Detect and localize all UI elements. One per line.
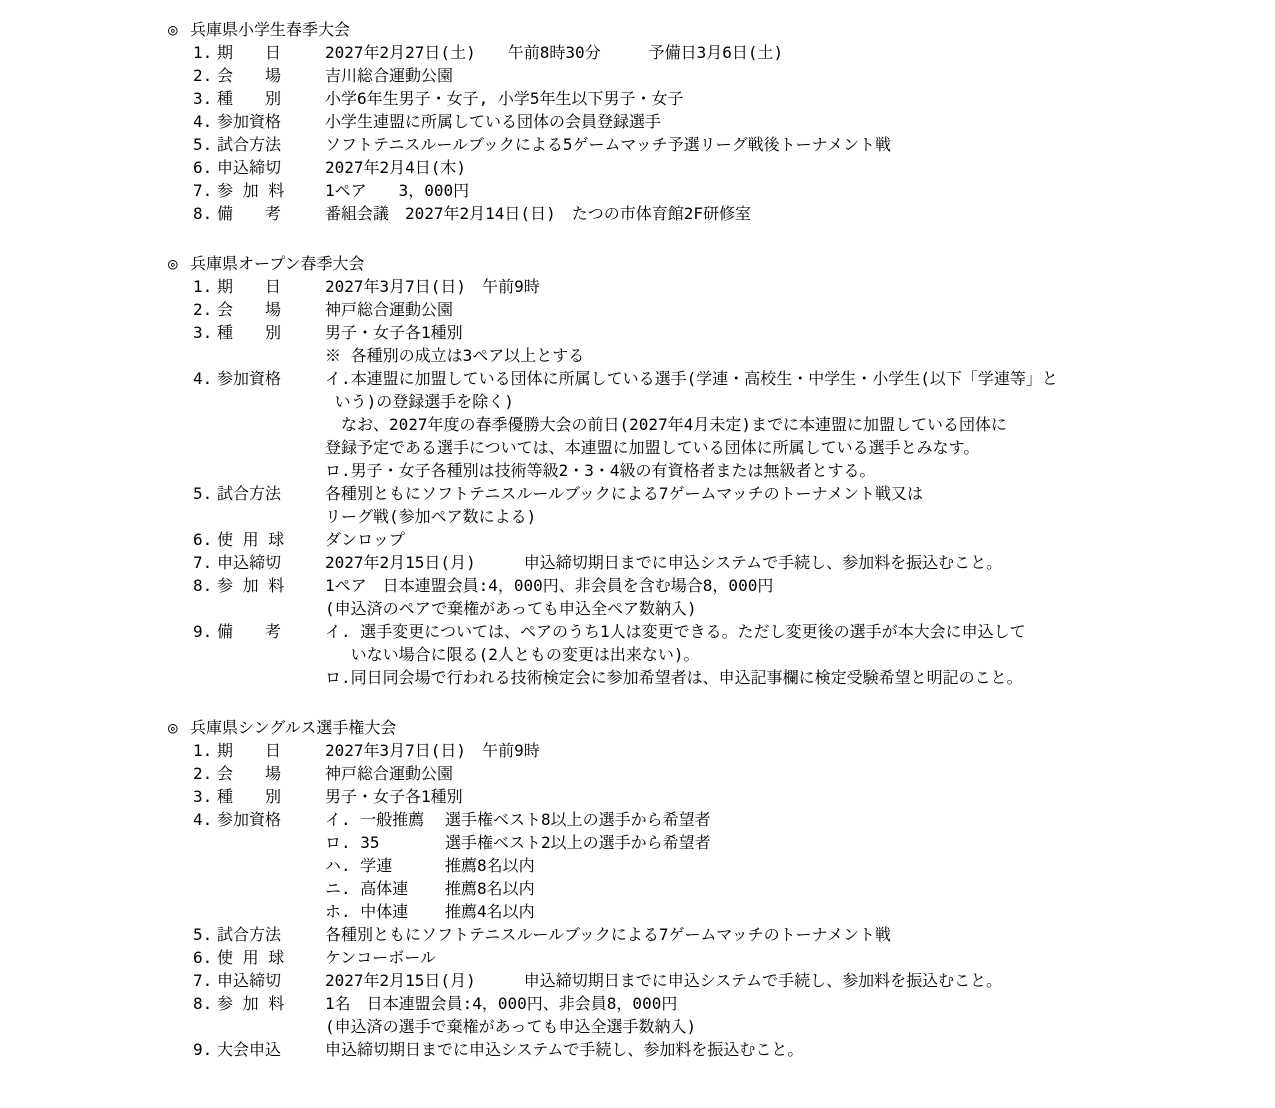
- section-title-row: [0, 716, 1275, 739]
- item-label: 種 別: [217, 787, 282, 806]
- item-number-spacer: [193, 436, 217, 459]
- item-text: 2027年2月15日(月) 申込締切期日までに申込システムで手続し、参加料を振込むこと。: [325, 553, 1003, 572]
- item-number: 4.: [193, 369, 213, 388]
- item-row: [0, 992, 1275, 1015]
- section-marker-icon: ◎: [168, 718, 178, 737]
- item-continuation-row: [0, 900, 1275, 923]
- item-label: 参 加 料: [217, 994, 285, 1013]
- item-continuation-text: ※ 各種別の成立は3ペア以上とする: [325, 346, 585, 365]
- item-text: 神戸総合運動公園: [325, 300, 454, 319]
- item-row: [0, 808, 1275, 831]
- item-row: [0, 762, 1275, 785]
- item-text: 2027年2月15日(月) 申込締切期日までに申込システムで手続し、参加料を振込むこと。: [325, 971, 1003, 990]
- item-number: 2.: [193, 764, 213, 783]
- item-number-spacer: [193, 459, 217, 482]
- item-label: 会 場: [217, 300, 282, 319]
- section-marker-icon: ◎: [168, 20, 178, 39]
- item-label: 試合方法: [217, 135, 282, 154]
- item-number: 3.: [193, 787, 213, 806]
- item-continuation-row: [0, 666, 1275, 689]
- item-label: 参 加 料: [217, 181, 285, 200]
- item-number-spacer: [193, 877, 217, 900]
- item-label: 会 場: [217, 66, 282, 85]
- item-number: 1.: [193, 43, 213, 62]
- item-number: 7.: [193, 971, 213, 990]
- item-number-spacer: [193, 1015, 217, 1038]
- item-number: 5.: [193, 135, 213, 154]
- item-continuation-row: [0, 831, 1275, 854]
- item-label: 期 日: [217, 741, 282, 760]
- item-row: [0, 923, 1275, 946]
- eligibility-description: 推薦8名以内: [445, 856, 535, 875]
- item-label-spacer: [217, 597, 325, 620]
- item-number-spacer: [193, 831, 217, 854]
- item-text: ダンロップ: [325, 530, 405, 549]
- item-continuation-text: いない場合に限る(2人ともの変更は出来ない)。: [325, 645, 700, 664]
- item-number: 3.: [193, 323, 213, 342]
- item-number: 9.: [193, 622, 213, 641]
- item-label: 試合方法: [217, 484, 282, 503]
- item-text: 小学生連盟に所属している団体の会員登録選手: [325, 112, 662, 131]
- item-label-spacer: [217, 413, 325, 436]
- item-row: [0, 110, 1275, 133]
- item-text: 男子・女子各1種別: [325, 323, 463, 342]
- section-title-row: [0, 252, 1275, 275]
- item-label-spacer: [217, 831, 325, 854]
- eligibility-description: 選手権ベスト2以上の選手から希望者: [445, 833, 711, 852]
- item-continuation-row: [0, 390, 1275, 413]
- item-label-spacer: [217, 344, 325, 367]
- eligibility-category: ハ. 学連: [325, 856, 393, 875]
- item-row: [0, 321, 1275, 344]
- item-label: 備 考: [217, 204, 282, 223]
- item-row: [0, 739, 1275, 762]
- item-label: 備 考: [217, 622, 282, 641]
- section-title-row: [0, 18, 1275, 41]
- item-continuation-text: [325, 854, 535, 877]
- tournament-section-open: [0, 252, 1275, 689]
- item-continuation-text: いう)の登録選手を除く): [325, 392, 514, 411]
- item-text: 小学6年生男子・女子, 小学5年生以下男子・女子: [325, 89, 684, 108]
- item-text: 各種別ともにソフトテニスルールブックによる7ゲームマッチのトーナメント戦又は: [325, 484, 923, 503]
- item-row: [0, 528, 1275, 551]
- item-number: 2.: [193, 66, 213, 85]
- item-number: 4.: [193, 112, 213, 131]
- item-row: [0, 133, 1275, 156]
- item-row: [0, 179, 1275, 202]
- item-label: 参加資格: [217, 369, 282, 388]
- item-label-spacer: [217, 877, 325, 900]
- item-label: 大会申込: [217, 1040, 282, 1059]
- section-title: 兵庫県小学生春季大会: [190, 20, 351, 39]
- item-label: 参 加 料: [217, 576, 285, 595]
- item-text: イ.本連盟に加盟している団体に所属している選手(学連・高校生・中学生・小学生(以下「学連等」と: [325, 369, 1058, 388]
- item-row: [0, 298, 1275, 321]
- item-continuation-text: [325, 877, 535, 900]
- item-row: [0, 574, 1275, 597]
- item-continuation-text: (申込済の選手で棄権があっても申込全選手数納入): [325, 1017, 697, 1036]
- item-number-spacer: [193, 900, 217, 923]
- item-label: 種 別: [217, 323, 282, 342]
- item-row: [0, 41, 1275, 64]
- section-title: 兵庫県オープン春季大会: [190, 254, 365, 273]
- item-continuation-row: [0, 877, 1275, 900]
- item-number-spacer: [193, 390, 217, 413]
- item-label-spacer: [217, 1015, 325, 1038]
- item-text: 2027年3月7日(日) 午前9時: [325, 741, 540, 760]
- item-number: 8.: [193, 576, 213, 595]
- item-number: 7.: [193, 181, 213, 200]
- eligibility-category: ロ. 35: [325, 833, 380, 852]
- eligibility-description: 選手権ベスト8以上の選手から希望者: [445, 810, 711, 829]
- item-continuation-text: ロ.同日同会場で行われる技術検定会に参加希望者は、申込記事欄に検定受験希望と明記のこと。: [325, 668, 1023, 687]
- item-continuation-text: リーグ戦(参加ペア数による): [325, 507, 537, 526]
- item-row: [0, 87, 1275, 110]
- item-text: 1ペア 3，000円: [325, 181, 470, 200]
- item-label: 期 日: [217, 277, 282, 296]
- item-row: [0, 202, 1275, 225]
- eligibility-category: ホ. 中体連: [325, 902, 409, 921]
- item-label: 申込締切: [217, 971, 282, 990]
- item-continuation-row: [0, 344, 1275, 367]
- item-label-spacer: [217, 666, 325, 689]
- item-row: [0, 482, 1275, 505]
- item-row: [0, 1038, 1275, 1061]
- item-number: 5.: [193, 484, 213, 503]
- tournament-section-elementary: [0, 18, 1275, 225]
- item-text: 申込締切期日までに申込システムで手続し、参加料を振込むこと。: [325, 1040, 804, 1059]
- item-label-spacer: [217, 854, 325, 877]
- item-row: [0, 156, 1275, 179]
- item-label-spacer: [217, 643, 325, 666]
- item-row: [0, 946, 1275, 969]
- item-number: 9.: [193, 1040, 213, 1059]
- item-continuation-row: [0, 643, 1275, 666]
- item-number: 6.: [193, 158, 213, 177]
- item-row: [0, 785, 1275, 808]
- item-label: 会 場: [217, 764, 282, 783]
- item-number: 1.: [193, 741, 213, 760]
- item-continuation-row: [0, 459, 1275, 482]
- item-label-spacer: [217, 505, 325, 528]
- item-number-spacer: [193, 413, 217, 436]
- item-number-spacer: [193, 666, 217, 689]
- item-text: 2027年2月27日(土) 午前8時30分 予備日3月6日(土): [325, 43, 784, 62]
- item-number: 7.: [193, 553, 213, 572]
- item-number: 4.: [193, 810, 213, 829]
- item-continuation-row: [0, 854, 1275, 877]
- item-label: 使 用 球: [217, 948, 285, 967]
- item-row: [0, 64, 1275, 87]
- section-marker-icon: ◎: [168, 254, 178, 273]
- item-label-spacer: [217, 390, 325, 413]
- section-title: 兵庫県シングルス選手権大会: [190, 718, 397, 737]
- item-number-spacer: [193, 505, 217, 528]
- item-continuation-text: ロ.男子・女子各種別は技術等級2・3・4級の有資格者または無級者とする。: [325, 461, 876, 480]
- item-text: 1ペア 日本連盟会員:4，000円、非会員を含む場合8，000円: [325, 576, 774, 595]
- item-number: 3.: [193, 89, 213, 108]
- item-label: 参加資格: [217, 112, 282, 131]
- eligibility-description: 推薦8名以内: [445, 879, 535, 898]
- item-text: 2027年3月7日(日) 午前9時: [325, 277, 540, 296]
- item-number: 8.: [193, 994, 213, 1013]
- item-label: 使 用 球: [217, 530, 285, 549]
- tournament-section-singles: [0, 716, 1275, 1061]
- item-continuation-text: [325, 900, 535, 923]
- item-continuation-text: 登録予定である選手については、本連盟に加盟している団体に所属している選手とみなす。: [325, 438, 980, 457]
- eligibility-category: イ. 一般推薦: [325, 810, 425, 829]
- item-row: [0, 551, 1275, 574]
- item-continuation-row: [0, 1015, 1275, 1038]
- item-number: 8.: [193, 204, 213, 223]
- item-row: [0, 367, 1275, 390]
- item-number: 6.: [193, 948, 213, 967]
- item-text: 各種別ともにソフトテニスルールブックによる7ゲームマッチのトーナメント戦: [325, 925, 891, 944]
- item-row: [0, 275, 1275, 298]
- item-continuation-text: (申込済のペアで棄権があっても申込全ペア数納入): [325, 599, 697, 618]
- item-label-spacer: [217, 900, 325, 923]
- eligibility-description: 推薦4名以内: [445, 902, 535, 921]
- item-continuation-row: [0, 413, 1275, 436]
- item-text: [325, 808, 711, 831]
- item-label: 試合方法: [217, 925, 282, 944]
- item-continuation-text: [325, 831, 711, 854]
- item-label: 申込締切: [217, 158, 282, 177]
- item-text: 神戸総合運動公園: [325, 764, 454, 783]
- item-number: 6.: [193, 530, 213, 549]
- item-text: イ. 選手変更については、ペアのうち1人は変更できる。ただし変更後の選手が本大会に申込して: [325, 622, 1026, 641]
- item-number: 5.: [193, 925, 213, 944]
- item-number-spacer: [193, 643, 217, 666]
- item-text: 2027年2月4日(木): [325, 158, 467, 177]
- item-label: 種 別: [217, 89, 282, 108]
- item-text: 番組会議 2027年2月14日(日) たつの市体育館2F研修室: [325, 204, 751, 223]
- item-text: ケンコーボール: [325, 948, 436, 967]
- item-label-spacer: [217, 459, 325, 482]
- item-label: 参加資格: [217, 810, 282, 829]
- item-number-spacer: [193, 597, 217, 620]
- item-label: 期 日: [217, 43, 282, 62]
- item-text: ソフトテニスルールブックによる5ゲームマッチ予選リーグ戦後トーナメント戦: [325, 135, 891, 154]
- item-number-spacer: [193, 854, 217, 877]
- item-text: 1名 日本連盟会員:4，000円、非会員8，000円: [325, 994, 678, 1013]
- item-label-spacer: [217, 436, 325, 459]
- item-continuation-row: [0, 436, 1275, 459]
- item-text: 男子・女子各1種別: [325, 787, 463, 806]
- item-row: [0, 969, 1275, 992]
- item-continuation-text: なお、2027年度の春季優勝大会の前日(2027年4月未定)までに本連盟に加盟している団体に: [325, 415, 1007, 434]
- item-continuation-row: [0, 505, 1275, 528]
- item-text: 吉川総合運動公園: [325, 66, 454, 85]
- item-number: 2.: [193, 300, 213, 319]
- item-number-spacer: [193, 344, 217, 367]
- item-continuation-row: [0, 597, 1275, 620]
- item-label: 申込締切: [217, 553, 282, 572]
- item-number: 1.: [193, 277, 213, 296]
- item-row: [0, 620, 1275, 643]
- eligibility-category: ニ. 高体連: [325, 879, 409, 898]
